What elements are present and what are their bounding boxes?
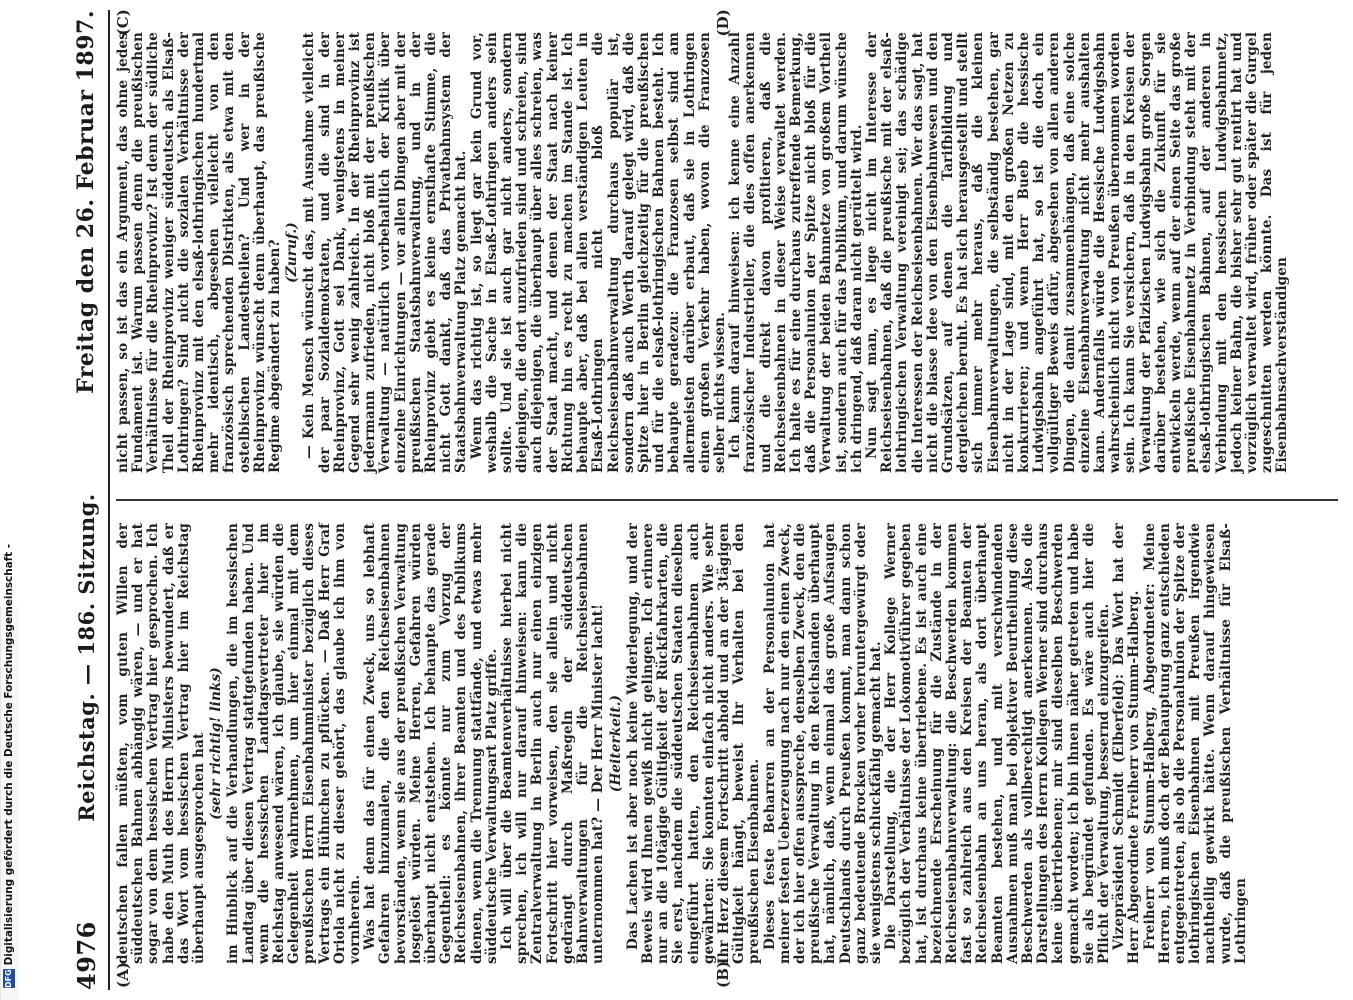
rotated-scan-page [58,0,1348,1000]
paragraph: Ich will über die Beamtenverhältnisse hierbei nicht sprechen, ich will nur darauf hinweisen: kann die Zentralverwaltung in Berlin auch nur einen einzigen Fortschritt hier vorweisen, den sie allein und nicht gedrängt durch Maßregeln der süddeutschen Bahnverwaltungen für die Reichseisenbahnen unternommen hat? — Der Herr Minister lacht! [499,523,607,964]
margin-marker-d: (D) [714,9,732,37]
page-content [58,0,1348,1000]
paragraph: Vizepräsident Schmidt (Elberfeld): Das Wort hat der Herr Abgeordnete Freiherr von Stumm-Halberg. [1111,523,1143,964]
interjection: (Heiterkeit.) [607,694,624,793]
text-columns [116,10,1338,990]
right-column [116,10,1338,499]
paragraph: nicht passen, so ist das ein Argument, das ohne jedes Fundament ist. Warum passen denn die preußischen Verhältnisse für die Rheinprovinz? Ist denn der südliche Theil der Rheinprovinz weniger süddeutsch als Elsaß-Lothringen? Sind nicht die sozialen Verhältnisse der Rheinprovinz mit den elsaß-lothringischen hundertmal mehr identisch, abgesehen vielleicht von den französisch sprechenden Distrikten, als etwa mit den ostelbischen Landestheilen? Und wer in der Rheinprovinz wünscht denn überhaupt, das preußische Regime abgeändert zu haben? [115,32,284,473]
interjection: (sehr richtig! links) [208,667,225,820]
page-header [66,10,106,990]
interjection: (Zuruf.) [284,222,301,283]
paragraph: — Kein Mensch wünscht das, mit Ausnahme vielleicht der paar Sozialdemokraten, und die sind in der Rheinprovinz, Gott sei Dank, wenigstens in meiner Gegend sehr wenig zahlreich. In der Rheinprovinz ist jedermann zufrieden, nicht bloß mit der preußischen Verwaltung — natürlich vorbehaltlich der Kritik über einzelne Einrichtungen — vor allen Dingen aber mit der preußischen Staatsbahnverwaltung, und in der Rheinprovinz giebt es keine ernsthafte Stimme, die nicht Gott dankt, daß das Privatbahnsystem der Staatsbahnverwaltung Platz gemacht hat. [301,32,470,473]
paragraph: Dieses feste Beharren an der Personalunion hat meiner festen Ueberzeugung nach nur den einen Zweck, der ich hier offen ausspreche, denselben Zweck, den die preußische Verwaltung in den Reichslanden überhaupt hat, nämlich, daß, wenn einmal das große Aufsaugen Deutschlands durch Preußen kommt, man dann schon ganz bedeutende Brocken vorher heruntergewürgt oder sie wenigstens schluckfähig gemacht hat. [761,523,884,964]
margin-marker-b: (B) [714,960,732,988]
paragraph: Wenn das richtig ist, so liegt gar kein Grund vor, weshalb die Sache in Elsaß-Lothringen anders sein sollte. Und sie ist auch gar nicht anders, sondern diejenigen, die dort unzufrieden sind und schreien, sind auch diejenigen, die überhaupt über alles schreien, was der Staat macht, und denen der Staat nach keiner Richtung hin es recht zu machen im Stande ist. Ich behaupte aber, daß bei allen verständigen Leuten in Elsaß-Lothringen nicht bloß die Reichseisenbahnverwaltung durchaus populär ist, sondern daß auch Werth darauf gelegt wird, daß die Spitze hier in Berlin gleichzeitig für die preußischen und für die elsaß-lothringischen Bahnen besteht. Ich behaupte geradezu: die Franzosen selbst sind am allermeisten darüber erbaut, daß sie in Lothringen einen großen Verkehr haben, wovon die Franzosen selber nichts wissen. [468,32,728,473]
paragraph: Was hat denn das für einen Zweck, uns so lebhaft Gefahren hinzumalen, die den Reichseisenbahnen bevorständen, wenn sie aus der preußischen Verwaltung losgelöst würden. Meine Herren, Gefahren würden überhaupt nicht entstehen. Ich behaupte das gerade Gegentheil: es könnte nur zum Vorzug der Reichseisenbahnen, ihrer Beamten und des Publikums dienen, wenn die Trennung stattfände, und etwas mehr süddeutsche Verwaltungsart Platz griffe. [362,523,500,964]
paragraph: deutschen fallen müßten, vom guten Willen der süddeutschen Bahnen abhängig wären, — und er hat sogar von dem hessischen Vertrag hier gesprochen. Ich habe den Muth des Herrn Ministers bewundert, daß er das Wort vom hessischen Vertrag hier im Reichstag überhaupt ausgesprochen hat [115,523,208,964]
paragraph: Ich kann darauf hinweisen: ich kenne eine Anzahl französischer Industrieller, die dies offen anerkennen und die direkt davon profitieren, daß die Reichseisenbahnen in dieser Weise verwaltet werden. Ich halte es für eine durchaus zutreffende Bemerkung, daß die Personalunion der Spitze nicht bloß für die Verwaltung der beiden Bahnnetze von großem Vortheil ist, sondern auch für das Publikum, und darum wünsche ich dringend, daß daran nicht gerüttelt wird. [727,32,865,473]
page-number: 4976 [71,921,101,990]
left-column [116,499,1338,990]
digitization-credit [0,543,18,988]
dfg-logo: DFG [4,969,13,988]
paragraph: Freiherr von Stumm-Halberg, Abgeordneter: Meine Herren, ich muß doch der Behauptung ganz entschieden entgegentreten, als ob die Personalunion der Spitze der lothringischen Eisenbahnen mit Preußen irgendwie nachtheilig gewirkt hätte. Wenn darauf hingewiesen wurde, daß die preußischen Verhältnisse für Elsaß-Lothringen [1141,523,1249,964]
margin-marker-a: (A) [114,961,132,988]
paragraph: im Hinblick auf die Verhandlungen, die im hessischen Landtag über diesen Vertrag stattgefunden haben. Und wenn die hessischen Landtagsvertreter hier im Reichstag anwesend wären, ich glaube, sie würden die Gelegenheit wahrnehmen, um hier einmal mit dem preußischen Herrn Eisenbahnminister bezüglich dieses Vertrags ein Hühnchen zu pflücken. — Daß Herr Graf Oriola nicht zu dieser gehört, das glaube ich ihm von vornherein. [225,523,364,964]
digitization-credit-text: Digitalisierung gefördert durch die Deutsche Forschungsgemeinschaft - [3,543,15,966]
page-date: Freitag den 26. Februar 1897. [73,10,99,394]
paragraph: Die Darstellung, die der Herr Kollege Werner bezüglich der Verhältnisse der Lokomotivführer gegeben hat, ist durchaus keine übertriebene. Es ist auch eine bezeichnende Erscheinung für die Zustände in der Reichseisenbahnverwaltung: die Beschwerden kommen fast so zahlreich aus den Kreisen der Beamten der Reichseisenbahn an uns heran, als dort überhaupt Beamten bestehen, und mit verschwindenden Ausnahmen muß man bei objektiver Beurtheilung diese Beschwerden als vollberechtigt anerkennen. Also die Darstellungen des Herrn Kollegen Werner sind durchaus keine übertriebenen; mir sind dieselben Beschwerden gemacht worden; ich bin ihnen näher getreten und habe sie als begründet gefunden. Es wäre auch hier die Pflicht der Verwaltung, bessernd einzugreifen. [883,523,1112,964]
header-rule [108,10,110,990]
paragraph: Nun sagt man, es liege nicht im Interesse der Reichseisenbahnen, daß die preußische mit der elsaß-lothringischen Verwaltung vereinigt sei; das schädige die Interessen der Reichseisenbahnen. Wer das sagt, hat nicht die blasse Idee von den Eisenbahnwesen und den Grundsätzen, auf denen die Tarifbildung und dergleichen beruht. Es hat sich herausgestellt und stellt sich immer mehr heraus, daß die kleinen Eisenbahnverwaltungen, die selbständig bestehen, gar nicht in der Lage sind, mit den großen Netzen zu konkurrieren; und wenn Herr Bueb die hessische Ludwigsbahn angeführt hat, so ist die doch ein vollgültiger Beweis dafür, abgesehen von allen anderen Dingen, die damit zusammenhängen, daß eine solche einzelne Eisenbahnverwaltung nicht mehr aushalten kann. Andernfalls würde die Hessische Ludwigsbahn wahrscheinlich nicht von Preußen übernommen worden sein. Ich kann Sie versichern, daß in den Kreisen der Verwaltung der Pfälzischen Ludwigsbahn große Sorgen darüber bestehen, wie sich die Zukunft für sie entwickeln werde, wenn auf der einen Seite das große preußische Eisenbahnnetz in Verbindung steht mit der elsaß-lothringischen Bahnen, auf der anderen in Verbindung mit den hessischen Ludwigsbahnnetz, jedoch keiner Bahn, die bisher sehr gut rentirt hat und vorzüglich verwaltet wird, früher oder später die Gurgel zugeschnitten werden könnte. Das ist für jeden Eisenbahnsachverständigen [863,32,1291,473]
page-title: Reichstag. — 186. Sitzung. [73,493,99,822]
margin-marker-c: (C) [114,9,132,36]
paragraph: Das Lachen ist aber noch keine Widerlegung, und der Beweis wird Ihnen gewiß nicht gelingen. Ich erinnere nur an die 10tägige Gültigkeit der Rückfahrkarten, die Sie erst, nachdem die süddeutschen Staaten dieselben eingeführt hatten, den Reichseisenbahnen auch gewährten: Sie konnten einfach nicht anders. Wie sehr Ihr Herz diesem Fortschritt abhold und an der 3tägigen Gültigkeit hängt, beweist Ihr Verhalten bei den preußischen Eisenbahnen. [624,523,763,964]
